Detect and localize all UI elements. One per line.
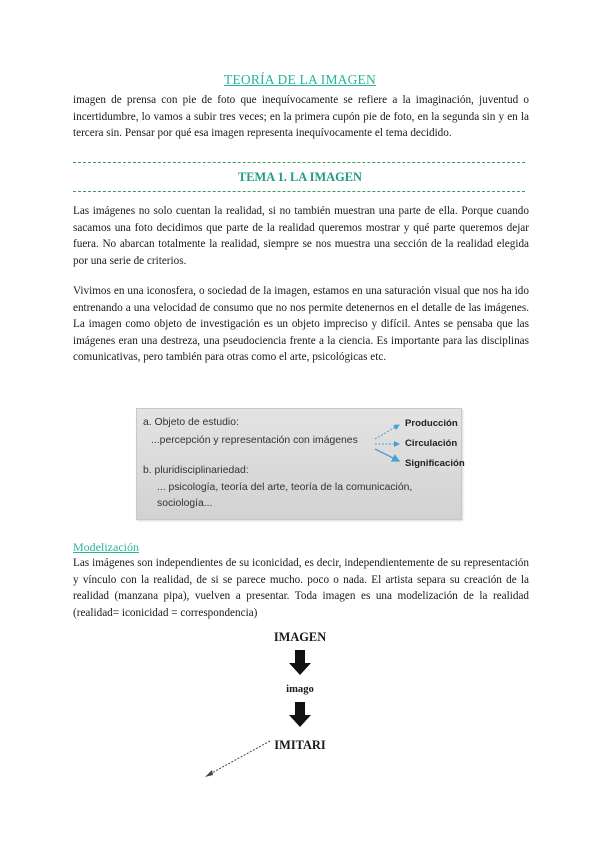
diagram-imitari: IMITARI [274,738,326,752]
etymology-diagram [0,620,600,848]
figure-significacion: Significación [405,458,465,469]
figure-line-b3: sociología... [157,498,213,509]
study-object-figure [136,408,465,520]
figure-line-a: a. Objeto de estudio: [143,417,239,428]
divider-top [73,162,525,163]
diagram-imagen: IMAGEN [273,630,327,644]
figure-line-a2: ...percepción y representación con imágenes [151,435,358,446]
arrow-significacion [375,449,399,461]
subsection-title: Modelización [73,540,139,554]
down-arrow-2 [289,702,311,727]
paragraph-modelizacion: Las imágenes son independientes de su iconicidad, es decir, independientemente de su representación y vínculo con la realidad, de si se parece mucho. poco o nada. El artista separa su creación de la realidad (manzana pipa), vuelven a presentar. Toda imagen es una modelización de la realidad (realidad= iconicidad = correspondencia) [73,557,529,619]
document-title: TEORÍA DE LA IMAGEN [224,72,376,87]
section-title: TEMA 1. LA IMAGEN [238,170,362,184]
paragraph-iconosfera: Vivimos en una iconosfera, o sociedad de la imagen, estamos en una saturación visual que nos ha ido entrenando a una velocidad de consumo que no nos permite detenernos en el detalle de las imágenes. La imagen como objeto de investigación es un objeto impreciso y difícil. Antes se pensaba que las imágenes eran una destreza, una pseudociencia frente a la ciencia. Es importante para las disciplinas comunicativas, pero también para otras como el arte, psicológicas etc. [73,285,529,364]
paragraph-realidad: Las imágenes no solo cuentan la realidad, si no también muestran una parte de ella. Porque cuando sacamos una foto decidimos que parte de la realidad queremos mostrar y qué parte queremos dejar fuera. No abarcan totalmente la realidad, siempre se nos muestra una sección de la realidad elegida por una serie de criterios. [73,205,529,267]
diagram-arrows [0,620,600,848]
diagram-imago: imago [286,684,314,695]
figure-line-b2: ... psicología, teoría del arte, teoría de la comunicación, [157,482,413,493]
arrow-produccion [375,425,399,439]
intro-paragraph: imagen de prensa con pie de foto que inequívocamente se refiere a la imaginación, juventud o incertidumbre, lo vamos a subir tres veces; en la primera cupón pie de foto, en la segunda sin y en la tercera sin. Pensar por qué esa imagen representa inequívocamente el tema decidido. [73,94,529,140]
down-arrow-1 [289,650,311,675]
figure-circulacion: Circulación [405,438,458,449]
figure-produccion: Producción [405,418,458,429]
figure-line-b: b. pluridisciplinariedad: [143,465,249,476]
divider-bottom [73,191,525,192]
